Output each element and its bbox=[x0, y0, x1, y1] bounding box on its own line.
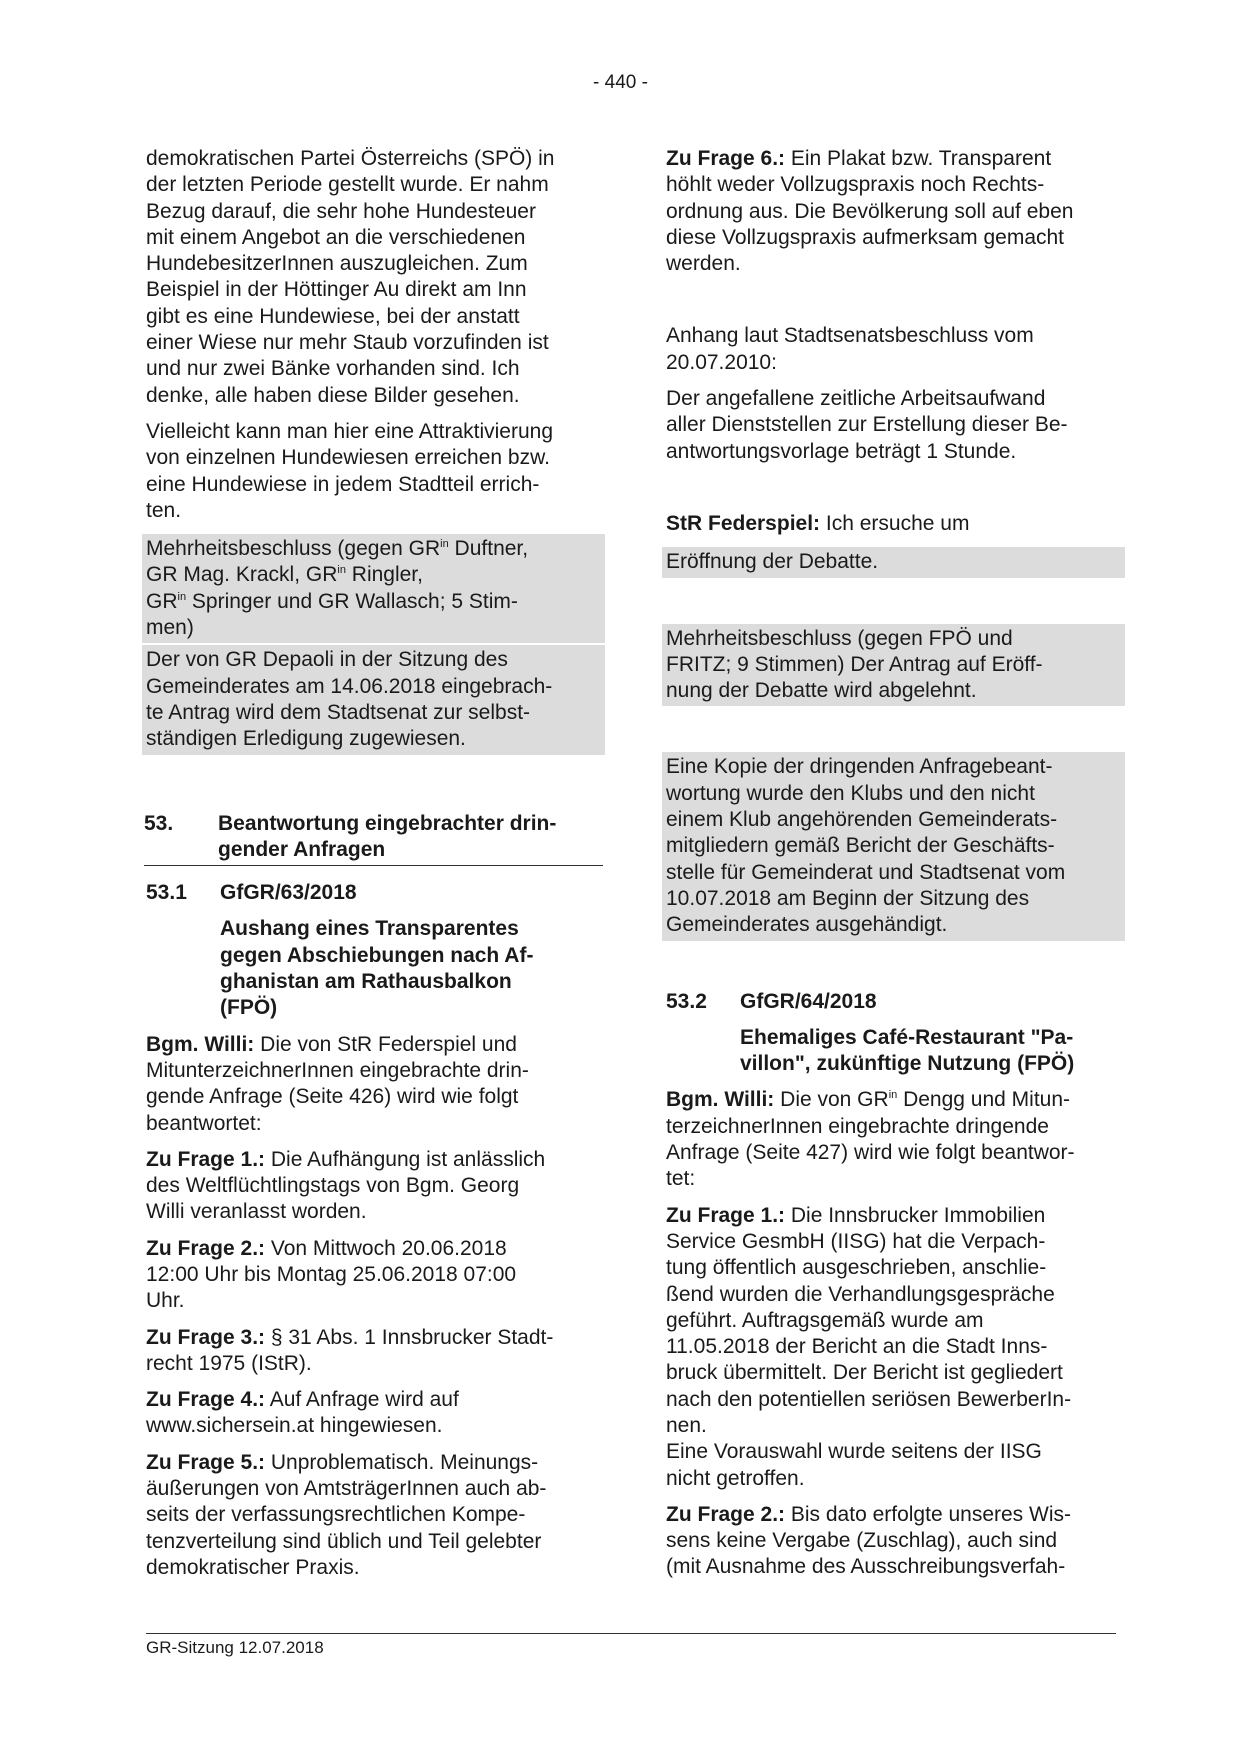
answer-5: Zu Frage 5.: Unproblematisch. Meinungs- äußerungen von AmtsträgerInnen auch ab- seits der verfassungsrechtlichen Kompe- tenzverteilung sind üblich und Teil gelebter demokratischer Praxis. bbox=[146, 1450, 547, 1579]
item-heading-53-2: 53.2 GfGR/64/2018 bbox=[666, 989, 877, 1013]
answer-4: Zu Frage 4.: Auf Anfrage wird auf www.sichersein.at hingewiesen. bbox=[146, 1388, 459, 1438]
item-title-53-2: Ehemaliges Café-Restaurant "Pa- villon", zukünftige Nutzung (FPÖ) bbox=[740, 1025, 1075, 1076]
bgm-statement: Bgm. Willi: Die von StR Federspiel und MitunterzeichnerInnen eingebrachte drin- gende Anfrage (Seite 426) wird wie folgt beantwortet: bbox=[146, 1032, 529, 1135]
bgm-statement-2: Bgm. Willi: Die von $GR^{in}$ Dengg und Mitun- terzeichnerInnen eingebrachte dringende Anfrage (Seite 427) wird wie folgt beantwor- tet: bbox=[666, 1088, 1075, 1191]
str-federspiel-request: StR Federspiel: Ich ersuche um bbox=[666, 511, 970, 535]
footer-divider bbox=[146, 1633, 1116, 1634]
answer-2-2: Zu Frage 2.: Bis dato erfolgte unseres Wis- sens keine Vergabe (Zuschlag), auch sind (mit Ausnahme des Ausschreibungsverfah- bbox=[666, 1502, 1071, 1579]
right-column bbox=[666, 146, 1121, 1591]
page-number: - 440 - bbox=[593, 72, 648, 93]
debate-request: Eröffnung der Debatte. bbox=[662, 547, 1125, 577]
attraction-paragraph: Vielleicht kann man hier eine Attraktivierung von einzelnen Hundewiesen erreichen bzw. eine Hundewiese in jedem Stadtteil errich- ten. bbox=[146, 419, 554, 522]
footer-session-date: GR-Sitzung 12.07.2018 bbox=[146, 1638, 324, 1657]
workload-paragraph: Der angefallene zeitliche Arbeitsaufwand aller Dienststellen zur Erstellung dieser Be- antwortungsvorlage beträgt 1 Stunde. bbox=[666, 387, 1068, 463]
debate-resolution: Mehrheitsbeschluss (gegen FPÖ und FRITZ; 9 Stimmen) Der Antrag auf Eröff- nung der Debatte wird abgelehnt. bbox=[662, 624, 1125, 707]
answer-1: Zu Frage 1.: Die Aufhängung ist anlässlich des Weltflüchtlingstags von Bgm. Georg Willi veranlasst worden. bbox=[146, 1147, 546, 1224]
answer-3: Zu Frage 3.: § 31 Abs. 1 Innsbrucker Stadt- recht 1975 (IStR). bbox=[146, 1325, 554, 1375]
item-heading-53-1: 53.1 GfGR/63/2018 bbox=[146, 881, 357, 905]
left-column bbox=[146, 146, 601, 1591]
intro-paragraph: demokratischen Partei Österreichs (SPÖ) in der letzten Periode gestellt wurde. Er nahm Bezug darauf, die sehr hohe Hundesteuer mit einem Angebot an die verschiedenen HundebesitzerInnen auszugleichen. Zum Beispiel in der Höttinger Au direkt am Inn gibt es eine Hundewiese, bei der anstatt einer Wiese nur mehr Staub vorzufinden ist und nur zwei Bänke vorhanden sind. Ich denke, alle haben diese Bilder gesehen. bbox=[146, 147, 555, 407]
resolution-block: Mehrheitsbeschluss (gegen $GR^{in}$ Duftner, GR Mag. Krackl, $GR^{in}$ Ringler, $GR^{in}$ Springer und GR Wallasch; 5 Stim- men) bbox=[142, 534, 605, 643]
decision-block: Der von GR Depaoli in der Sitzung des Gemeinderates am 14.06.2018 eingebrach- te Antrag wird dem Stadtsenat zur selbst- ständigen Erledigung zugewiesen. bbox=[142, 643, 605, 754]
anhang-paragraph: Anhang laut Stadtsenatsbeschluss vom 20.07.2010: bbox=[666, 324, 1034, 374]
answer-2-1: Zu Frage 1.: Die Innsbrucker Immobilien Service GesmbH (IISG) hat die Verpach- tung öffentlich ausgeschrieben, anschlie- ßend wurden die Verhandlungsgespräche geführt. Auftragsgemäß wurde am 11.05.2018 der Bericht an die Stadt Inns- bruck übermittelt. Der Bericht ist gegliedert nach den potentiellen seriösen BewerberIn- nen. Eine Vorauswahl wurde seitens der IISG nicht getroffen. bbox=[666, 1203, 1072, 1490]
copy-note: Eine Kopie der dringenden Anfragebeant- wortung wurde den Klubs und den nicht einem Klub angehörenden Gemeinderats- mitgliedern gemäß Bericht der Geschäfts- stelle für Gemeinderat und Stadtsenat vom 10.07.2018 am Beginn der Sitzung des Gemeinderates ausgehändigt. bbox=[662, 752, 1125, 940]
answer-6: Zu Frage 6.: Ein Plakat bzw. Transparent höhlt weder Vollzugspraxis noch Rechts- ordnung aus. Die Bevölkerung soll auf eben diese Vollzugspraxis aufmerksam gemacht werden. bbox=[666, 147, 1074, 276]
item-title-53-1: Aushang eines Transparentes gegen Abschiebungen nach Af- ghanistan am Rathausbalkon (FPÖ) bbox=[220, 917, 534, 1020]
answer-2: Zu Frage 2.: Von Mittwoch 20.06.2018 12:00 Uhr bis Montag 25.06.2018 07:00 Uhr. bbox=[146, 1236, 517, 1313]
section-heading-53: 53. Beantwortung eingebrachter drin- gender Anfragen bbox=[144, 811, 603, 867]
